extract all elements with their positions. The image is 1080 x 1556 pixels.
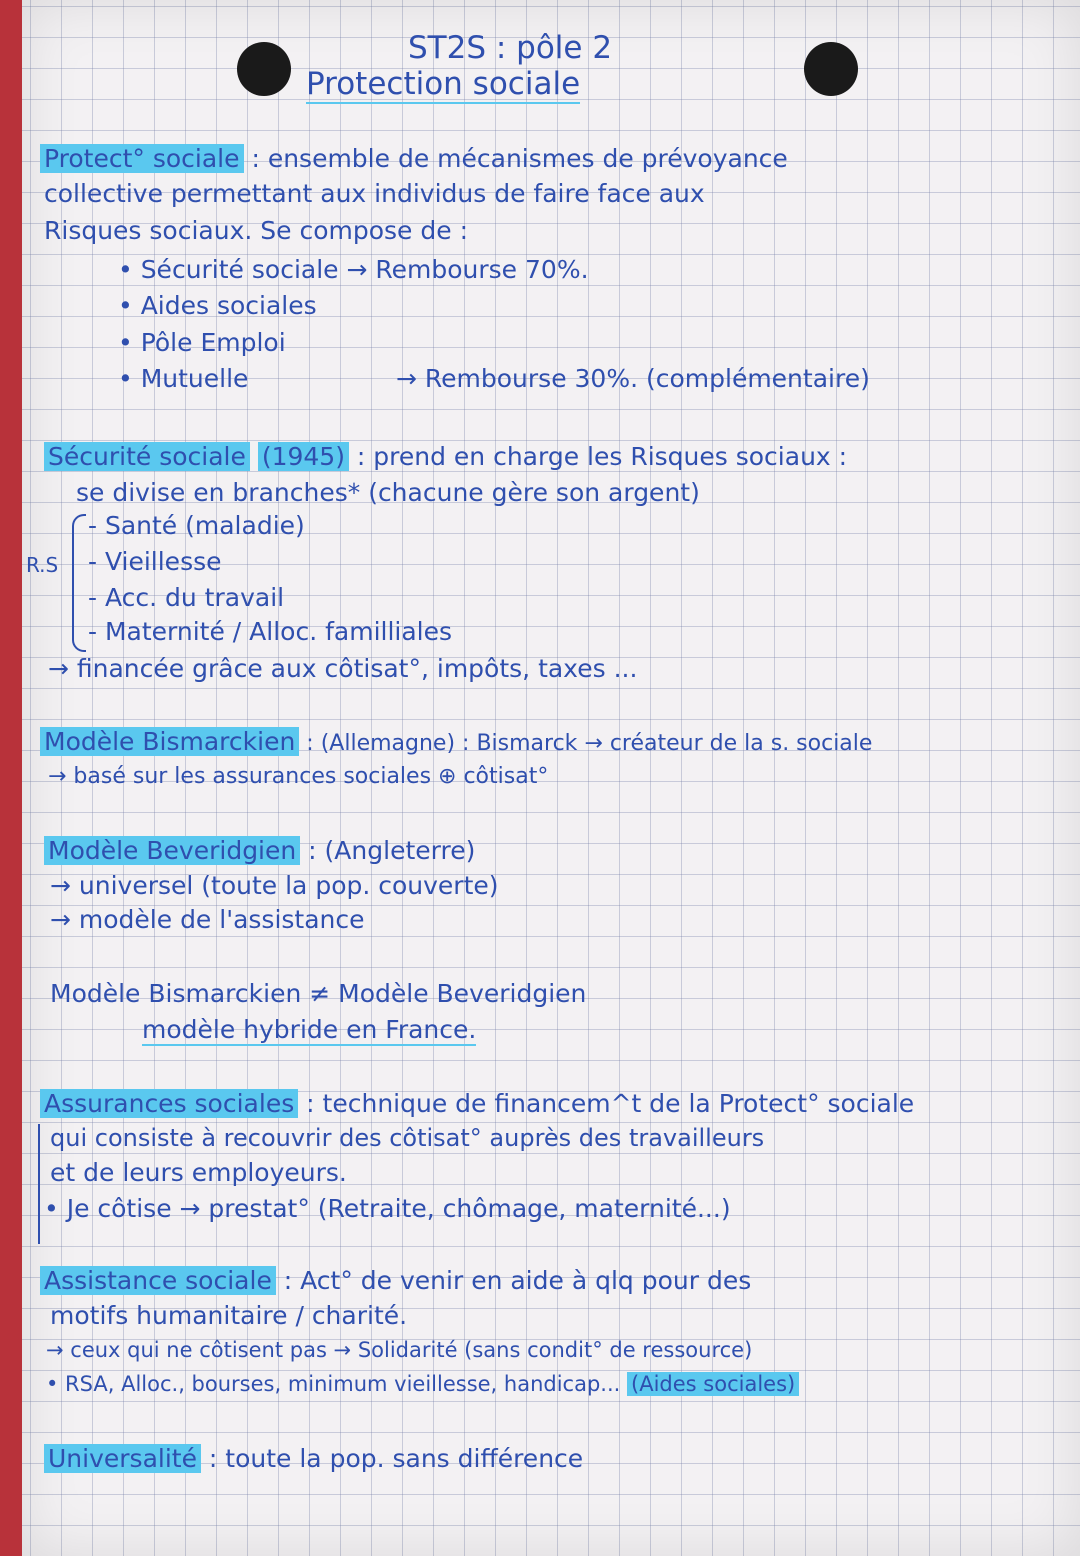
secu-definition-line1: [44, 440, 847, 473]
assistance-def: : Act° de venir en aide à qlq pour des: [275, 1266, 752, 1295]
assistance-aides-label: (Aides sociales): [627, 1372, 799, 1396]
comparison-line2: [142, 1013, 476, 1046]
assistance-term: Assistance sociale: [40, 1266, 276, 1295]
protection-def-start: : ensemble de mécanismes de prévoyance: [243, 144, 788, 173]
branches-brace: [72, 514, 86, 652]
bismarck-def: : (Allemagne) : Bismarck → créateur de la s. sociale: [299, 731, 873, 756]
page-subtitle: [306, 66, 580, 102]
branch-sante: - Santé (maladie): [88, 511, 305, 540]
assurances-margin-arrow: [38, 1124, 40, 1244]
beveridge-line3: → modèle de l'assistance: [50, 905, 365, 934]
beveridge-def: : (Angleterre): [300, 836, 476, 865]
assurances-line1: [40, 1087, 914, 1120]
rs-label: R.S: [26, 553, 59, 577]
page-title: ST2S : pôle 2: [408, 30, 613, 66]
universalite-line: [44, 1442, 583, 1475]
assistance-line3: → ceux qui ne côtisent pas → Solidarité (sans condit° de ressource): [46, 1338, 753, 1362]
binder-hole-right: [804, 42, 858, 96]
comparison-line1: Modèle Bismarckien ≠ Modèle Beveridgien: [50, 979, 587, 1008]
secu-year: (1945): [258, 442, 349, 471]
beveridge-line1: [44, 834, 475, 867]
bismarck-line1: [40, 725, 872, 760]
assurances-def: : technique de financem^t de la Protect° sociale: [298, 1089, 915, 1118]
bismarck-line2: → basé sur les assurances sociales ⊕ côtisat°: [48, 764, 549, 789]
secu-financing: → financée grâce aux côtisat°, impôts, taxes ...: [48, 654, 638, 683]
assurances-line4: • Je côtise → prestat° (Retraite, chômage, maternité...): [44, 1194, 731, 1223]
protection-definition-line1: [40, 142, 788, 175]
assistance-line4: [46, 1368, 799, 1401]
bismarck-term: Modèle Bismarckien: [40, 727, 299, 756]
assistance-line2: motifs humanitaire / charité.: [50, 1301, 408, 1330]
binder-hole-left: [237, 42, 291, 96]
secu-term: Sécurité sociale: [44, 442, 250, 471]
assistance-examples: • RSA, Alloc., bourses, minimum vieillesse, handicap...: [46, 1372, 628, 1396]
branch-accident-travail: - Acc. du travail: [88, 583, 285, 612]
secu-definition-line2: se divise en branches* (chacune gère son argent): [76, 478, 700, 507]
universalite-term: Universalité: [44, 1444, 201, 1473]
assistance-line1: [40, 1264, 751, 1297]
protection-item-aides: • Aides sociales: [118, 291, 317, 320]
protection-definition-line3: Risques sociaux. Se compose de :: [44, 216, 468, 245]
assurances-line3: et de leurs employeurs.: [50, 1158, 347, 1187]
protection-item-pole-emploi: • Pôle Emploi: [118, 328, 286, 357]
page-subtitle-text: Protection sociale: [306, 66, 581, 102]
assurances-term: Assurances sociales: [40, 1089, 298, 1118]
beveridge-line2: → universel (toute la pop. couverte): [50, 871, 499, 900]
branch-vieillesse: - Vieillesse: [88, 547, 222, 576]
comparison-hybrid: modèle hybride en France.: [142, 1015, 477, 1044]
assurances-line2: qui consiste à recouvrir des côtisat° auprès des travailleurs: [50, 1124, 765, 1152]
secu-def-start: : prend en charge les Risques sociaux :: [348, 442, 848, 471]
universalite-def: : toute la pop. sans différence: [200, 1444, 584, 1473]
branch-maternite: - Maternité / Alloc. familliales: [88, 617, 453, 646]
protection-item-mutuelle: • Mutuelle: [118, 364, 249, 393]
protection-item-securite: • Sécurité sociale → Rembourse 70%.: [118, 255, 589, 284]
beveridge-term: Modèle Beveridgien: [44, 836, 300, 865]
protection-term: Protect° sociale: [40, 144, 244, 173]
mutuelle-note: → Rembourse 30%. (complémentaire): [396, 364, 870, 393]
protection-definition-line2: collective permettant aux individus de faire face aux: [44, 179, 705, 208]
